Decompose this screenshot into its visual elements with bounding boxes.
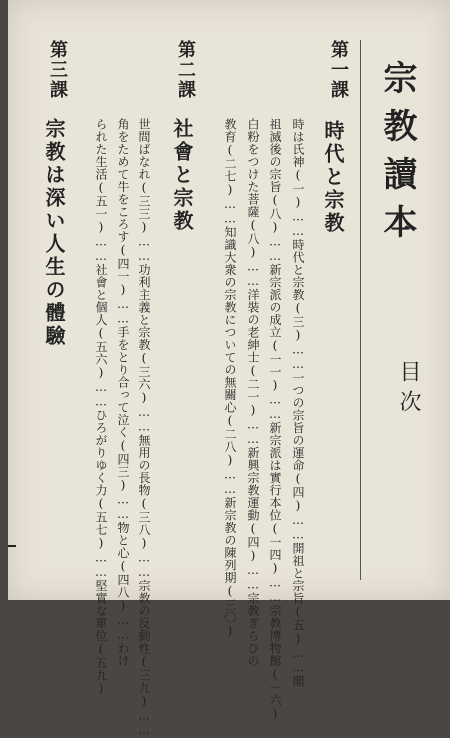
lesson-2-line-1: 世間ばなれ(三三)……功利主義と宗教(三六)……無用の長物(三八)……宗教の反動性(三九)…… <box>137 118 151 738</box>
lesson-2-number: 第二課 <box>175 40 196 100</box>
book-title: 宗教讀本 <box>377 60 417 252</box>
book-page <box>8 0 450 738</box>
divider <box>360 40 361 580</box>
lesson-3-number: 第三課 <box>47 40 68 100</box>
edge-mark <box>8 545 16 547</box>
lesson-1-line-2: 祖滅後の宗旨(八)……新宗派の成立(一一)……新宗派は實行本位(一四)……宗教博物館(一六) <box>268 118 282 721</box>
lesson-3-title: 宗教は深い人生の體驗 <box>42 118 66 348</box>
lesson-1-line-4: 教育(二七)……知識大衆の宗教についての無關心(二八)……新宗教の陳列期(三〇) <box>223 118 237 638</box>
lesson-1-number: 第一課 <box>328 40 349 100</box>
lesson-1-line-1: 時は氏神(一)……時代と宗教(三)……一つの宗旨の運命(四)……開祖と宗旨(五)……開 <box>291 118 305 688</box>
lesson-2-line-3: られた生活(五一)……社會と個人(五六)……ひろがりゆく力(五七)……堅實な單位(五九) <box>94 118 108 696</box>
lesson-2-line-2: 角をためて牛をころす(四一)……手をとり合って泣く(四三)……物と心(四八)……わけ <box>116 118 130 667</box>
lesson-1-line-3: 白粉をつけた菩薩(八)……洋裝の老紳士(二一)……新興宗教運動(四)……宗教ぎらひの <box>246 118 260 667</box>
lesson-2-title: 社會と宗教 <box>170 118 194 233</box>
lesson-1-title: 時代と宗教 <box>321 120 345 235</box>
toc-heading: 目次 <box>396 360 421 420</box>
